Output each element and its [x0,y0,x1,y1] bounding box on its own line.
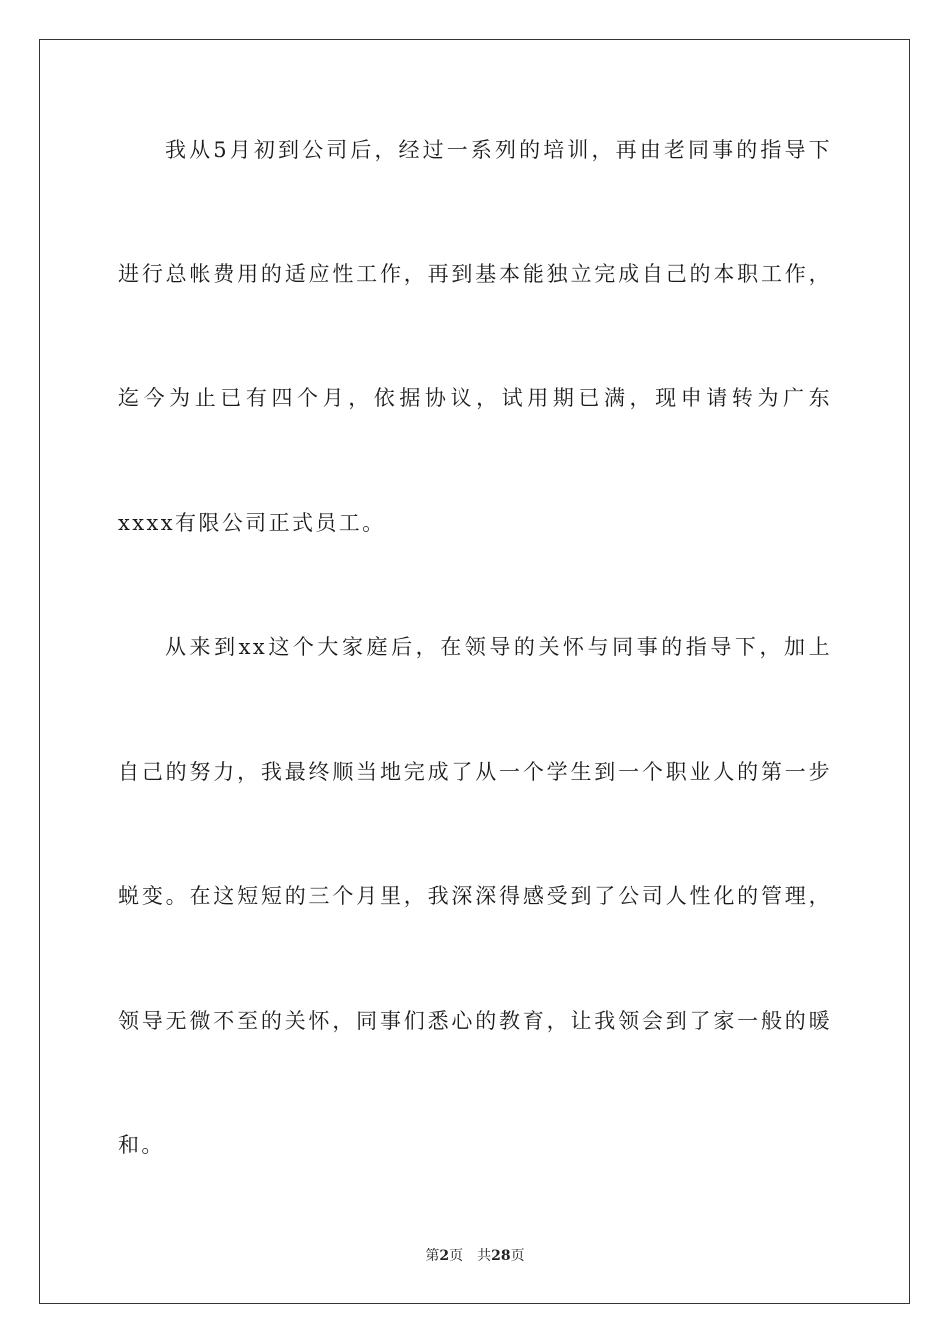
page-border [39,39,910,1304]
page-footer [0,1247,950,1265]
paragraph-line: xxxx有限公司正式员工。 [118,511,386,535]
paragraph-line: 进行总帐费用的适应性工作，再到基本能独立完成自己的本职工作， [118,262,832,286]
paragraph-line: 和。 [118,1133,165,1157]
page-prefix: 第 [425,1248,440,1264]
paragraph-line: 迄今为止已有四个月，依据协议，试用期已满，现申请转为广东 [118,386,832,410]
paragraph-line: 蜕变。在这短短的三个月里，我深深得感受到了公司人性化的管理， [118,884,832,908]
total-prefix: 共 [477,1248,492,1264]
paragraph-line: 领导无微不至的关怀，同事们悉心的教育，让我领会到了家一般的暖 [118,1009,832,1033]
paragraph-line: 自己的努力，我最终顺当地完成了从一个学生到一个职业人的第一步 [118,760,832,784]
page-number: 2 [439,1248,450,1264]
page-suffix: 页 [449,1248,464,1264]
paragraph-line: 从来到xx这个大家庭后，在领导的关怀与同事的指导下，加上 [165,635,832,659]
paragraph-line: 我从5月初到公司后，经过一系列的培训，再由老同事的指导下 [165,138,832,162]
total-suffix: 页 [510,1248,525,1264]
total-pages: 28 [491,1248,511,1264]
